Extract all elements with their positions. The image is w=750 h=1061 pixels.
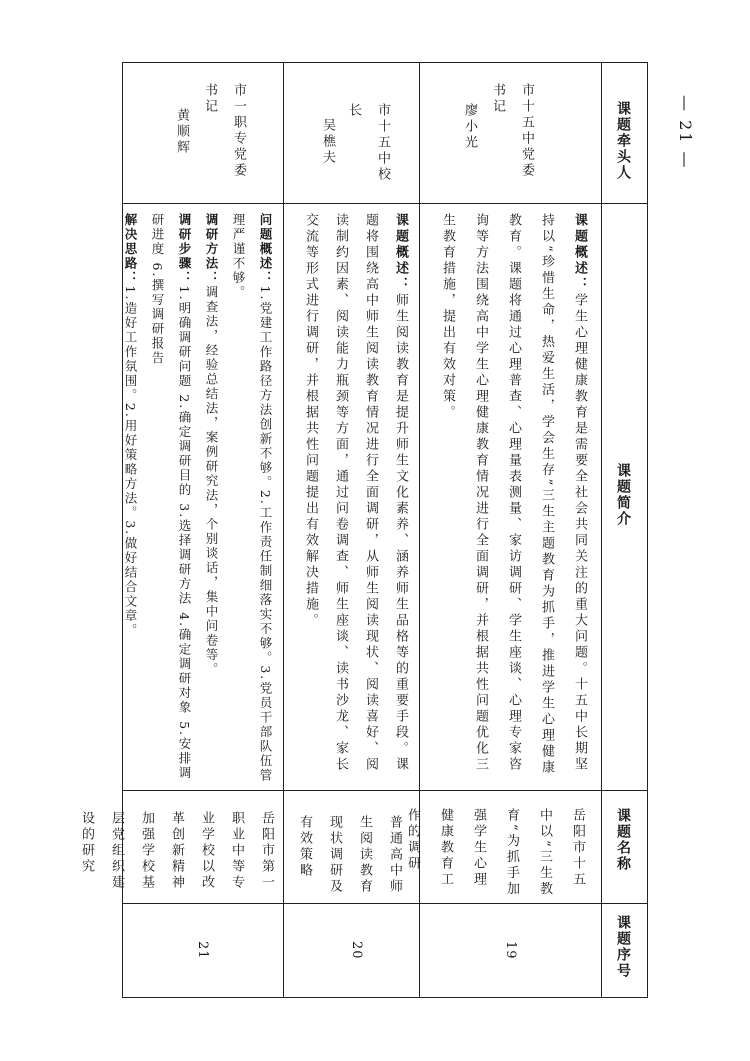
row-20-intro [293,213,415,783]
row-21-p1-text: 1.党建工作路径方法创新不够。2.工作责任制细落实不够。3.党员干部队伍管理严谨不够。 [231,213,273,783]
row-21-p4-label: 解决思路： [123,213,138,286]
row-20-intro-text: 师生阅读教育是提升师生文化素养、涵养师生品格等的重要手段。课题将围绕高中师生阅读教育情况进行全面调研，从师生阅读现状、阅读喜好、阅读制约因素、阅读能力瓶颈等方面，通过问卷调查、师生座谈、读书沙龙、家长交流等形式进行调研，并根据共性问题提出有效解决措施。 [303,213,408,773]
row-19-name: 岳阳市十五中以“三生教育”为抓手加强学生心理健康教育工作的调研 [405,808,585,898]
row-21-leader-name: 黄顺辉 [174,108,189,156]
row-21-p1-label: 问题概述： [258,213,273,286]
header-name: 课题名称 [615,808,631,872]
topic-table-layout [79,62,648,998]
row-20-leader-name: 吴樵夫 [320,118,335,166]
row-21-p3-label: 调研步骤： [177,213,192,286]
row-20-seq: 20 [349,941,364,960]
row-21-seq: 21 [195,941,210,960]
row-20-leader-unit: 市十五中校长 [346,103,390,183]
row-19-intro-label: 课题概述： [572,213,587,293]
row-21-p2-label: 调研方法： [204,213,219,286]
row-19-seq: 19 [503,941,518,960]
row-21-leader-unit: 市一职专党委书记 [202,83,246,179]
row-21-p2-text: 调查法，经验总结法，案例研究法，个别谈话，集中问卷等。 [204,285,219,677]
row-21-p3-text: 1.明确调研问题 2.确定调研目的 3.选择调研方法 4.确定调研对象 5.安排调研进度 6.撰写调研报告 [150,213,192,781]
row-21-p4-text: 1.造好工作氛围。2.用好策略方法。3.做好结合文章。 [123,285,138,638]
header-intro: 课题简介 [615,463,631,527]
row-19-intro-text: 学生心理健康教育是需要全社会共同关注的重大问题。十五中长期坚持以“珍惜生命，热爱生活，学会生存”三生主题教育为抓手，推进学生心理健康教育。课题将通过心理普查、心理量表测量、家访调研、学生座谈、心理专家咨询等方法围绕高中学生心理健康教育情况进行全面调研，并根据共性问题优化三生教育措施，提出有效对策。 [440,213,587,777]
row-19-leader-name: 廖小光 [462,103,477,151]
row-21-name: 岳阳市第一职业中等专业学校以改革创新精神加强学校基层党组织建设的研究 [79,811,274,891]
row-19-leader-unit: 市十五中党委书记 [490,83,534,179]
row-20-intro-label: 课题概述： [393,213,408,293]
row-20-name: 普通高中师生阅读教育现状调研及有效策略 [297,815,402,895]
row-19-intro [431,213,596,783]
row-21-intro [123,213,279,783]
page-number: — 21 — [676,95,695,170]
header-leader: 课题牵头人 [615,101,631,181]
header-seq: 课题序号 [615,915,631,979]
